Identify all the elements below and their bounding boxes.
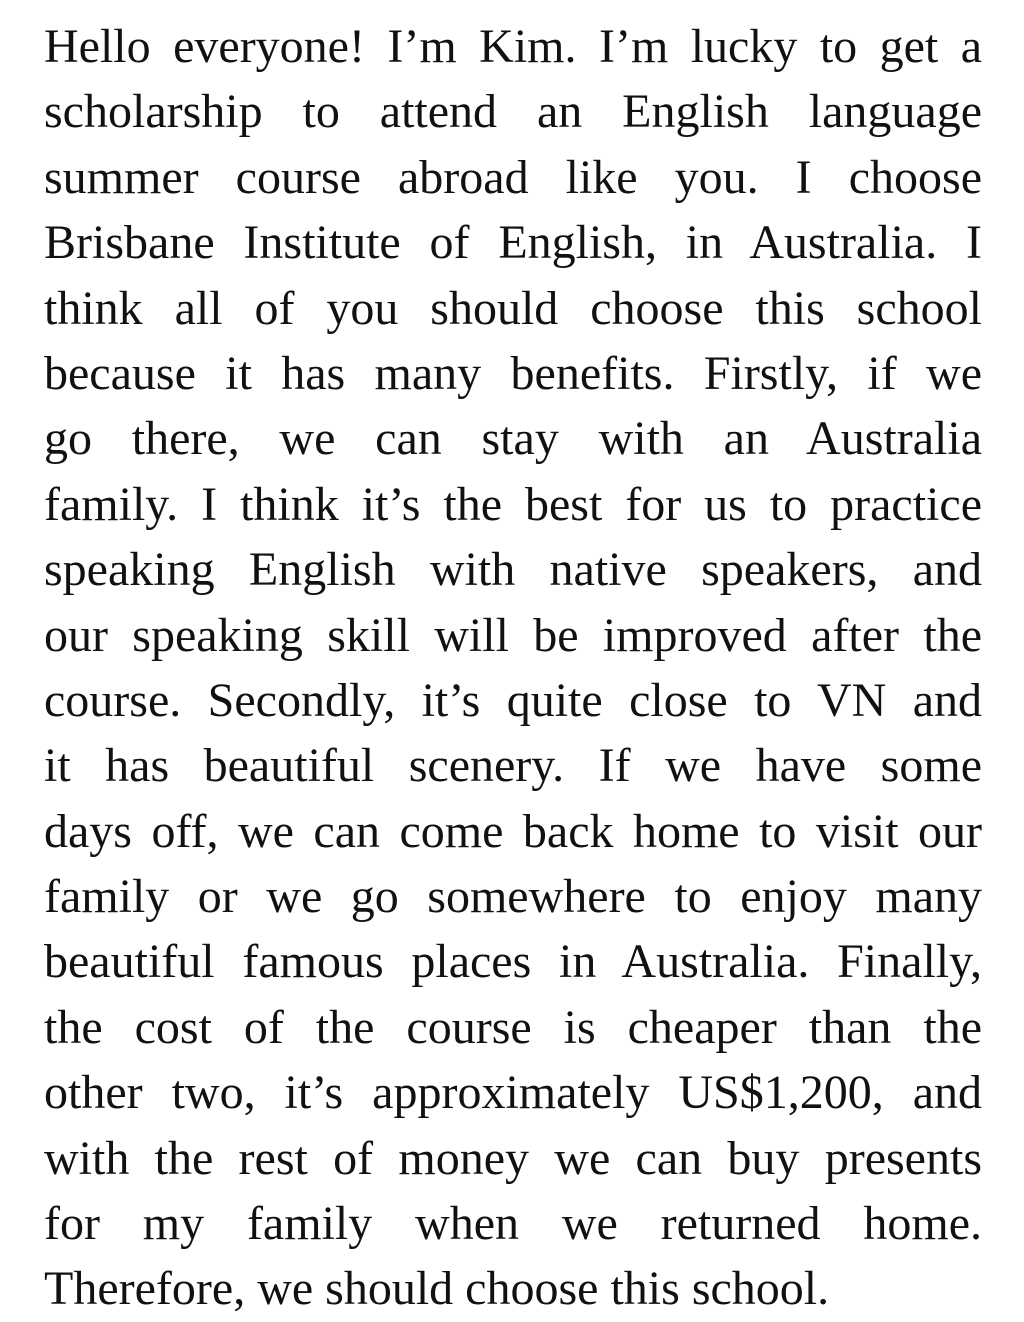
text-line-6: because it has many benefits. Firstly, if we bbox=[44, 346, 982, 400]
text-line-19: for my family when we returned home. bbox=[44, 1197, 982, 1251]
text-line-5: think all of you should choose this school bbox=[44, 281, 982, 335]
text-line-12: it has beautiful scenery. If we have some bbox=[44, 739, 982, 793]
text-line-9: speaking English with native speakers, and bbox=[44, 543, 982, 597]
text-line-7: go there, we can stay with an Australia bbox=[44, 412, 982, 466]
text-line-1: Hello everyone! I’m Kim. I’m lucky to get a bbox=[44, 20, 982, 73]
text-line-11: course. Secondly, it’s quite close to VN and bbox=[44, 673, 982, 727]
text-line-17: other two, it’s approximately US$1,200, and bbox=[44, 1066, 982, 1120]
paragraph bbox=[44, 14, 982, 1322]
text-line-4: Brisbane Institute of English, in Australia. I bbox=[44, 216, 982, 270]
text-line-2: scholarship to attend an English language bbox=[44, 85, 982, 139]
text-line-3: summer course abroad like you. I choose bbox=[44, 150, 982, 204]
text-line-18: with the rest of money we can buy presents bbox=[44, 1131, 982, 1185]
text-line-13: days off, we can come back home to visit our bbox=[44, 804, 982, 858]
text-line-15: beautiful famous places in Australia. Finally, bbox=[44, 935, 982, 989]
text-line-20: Therefore, we should choose this school. bbox=[44, 1262, 830, 1316]
text-line-10: our speaking skill will be improved after the bbox=[44, 608, 982, 662]
text-line-14: family or we go somewhere to enjoy many bbox=[44, 870, 982, 924]
text-line-8: family. I think it’s the best for us to practice bbox=[44, 477, 982, 531]
text-line-16: the cost of the course is cheaper than the bbox=[44, 1000, 982, 1054]
